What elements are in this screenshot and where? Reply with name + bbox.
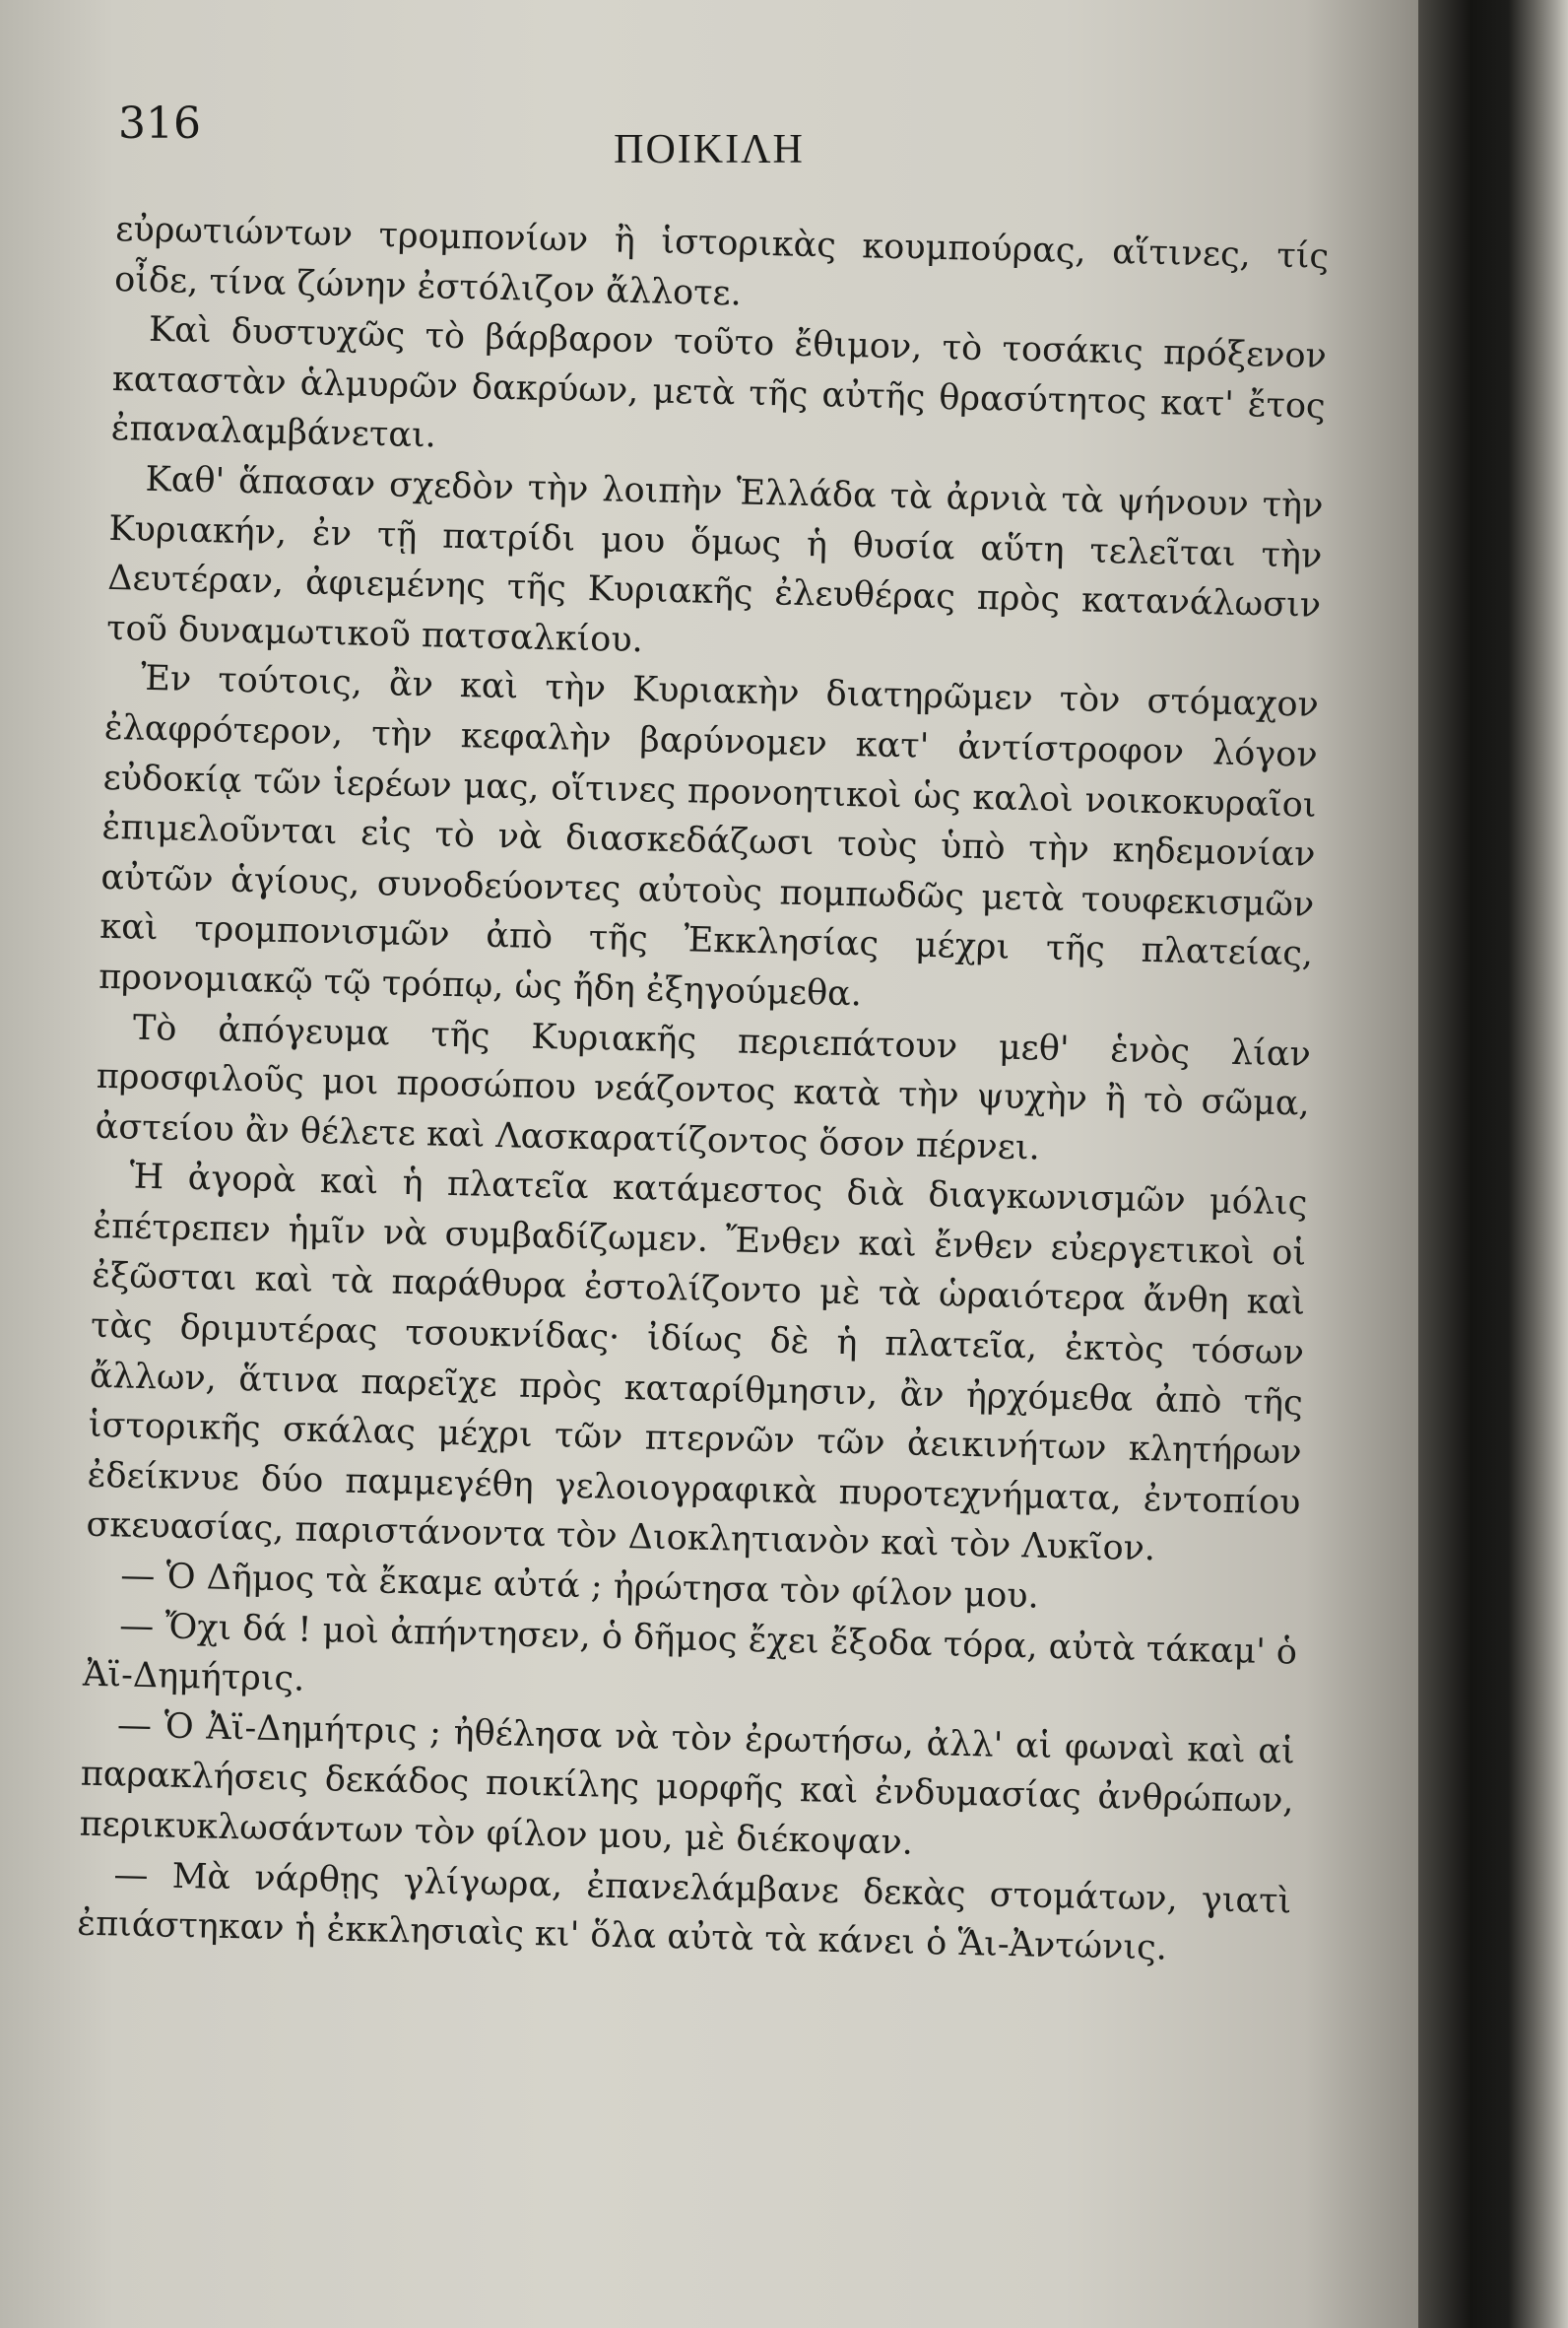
page-number: 316	[118, 99, 201, 149]
paragraph: εὐρωτιώντων τρομπονίων ἢ ἱστορικὰς κουμπούρας, αἵτινες, τίς οἶδε, τίνα ζώνην ἐστόλιζον ἄλλοτε.	[113, 209, 1330, 314]
dialogue-line: — Ὁ Ἀϊ-Δημήτρις ; ἠθέλησα νὰ τὸν ἐρωτήσω, ἀλλ' αἱ φωναὶ καὶ αἱ παρακλήσεις δεκάδος ποικίλης μορφῆς καὶ ἐνδυμασίας ἀνθρώπων, περικυκλωσάντων τὸν φίλον μου, μὲ διέκοψαν.	[79, 1705, 1296, 1863]
paragraph: Καὶ δυστυχῶς τὸ βάρβαρον τοῦτο ἔθιμον, τὸ τοσάκις πρόξενον καταστὰν ἁλμυρῶν δακρύων, μετὰ τῆς αὐτῆς θρασύτητος κατ' ἔτος ἐπαναλαμβάνεται.	[110, 309, 1328, 456]
paragraph: Ἡ ἀγορὰ καὶ ἡ πλατεῖα κατάμεστος διὰ διαγκωνισμῶν μόλις ἐπέτρεπεν ἡμῖν νὰ συμβαδίζωμεν. Ἔνθεν καὶ ἔνθεν εὐεργετικοὶ οἱ ἐξῶσται καὶ τὰ παράθυρα ἐστολίζοντο μὲ τὰ ὡραιότερα ἄνθη καὶ τὰς δριμυτέρας τσουκνίδας· ἰδίως δὲ ἡ πλατεῖα, ἐκτὸς τόσων ἄλλων, ἅτινα παρεῖχε πρὸς καταρίθμησιν, ἂν ἠρχόμεθα ἀπὸ τῆς ἱστορικῆς σκάλας μέχρι τῶν πτερνῶν τῶν ἀεικινήτων κλητήρων ἐδείκνυε δύο παμμεγέθη γελοιογραφικὰ πυροτεχνήματα, ἐντοπίου σκευασίας, παριστάνοντα τὸν Διοκλητιανὸν καὶ τὸν Λυκῖον.	[86, 1157, 1308, 1569]
running-head: ΠΟΙΚΙΛΗ	[614, 127, 805, 172]
paragraph: Καθ' ἅπασαν σχεδὸν τὴν λοιπὴν Ἑλλάδα τὰ ἀρνιὰ τὰ ψήνουν τὴν Κυριακήν, ἐν τῇ πατρίδι μου ὅμως ἡ θυσία αὕτη τελεῖται τὴν Δευτέραν, ἀφιεμένης τῆς Κυριακῆς ἐλευθέρας πρὸς κατανάλωσιν τοῦ δυναμωτικοῦ πατσαλκίου.	[105, 459, 1324, 660]
paragraph: Ἐν τούτοις, ἂν καὶ τὴν Κυριακὴν διατηρῶμεν τὸν στόμαχον ἐλαφρότερον, τὴν κεφαλὴν βαρύνομεν κατ' ἀντίστροφον λόγον εὐδοκίᾳ τῶν ἱερέων μας, οἵτινες προνοητικοὶ ὡς καλοὶ νοικοκυραῖοι ἐπιμελοῦνται εἰς τὸ νὰ διασκεδάζωσι τοὺς ὑπὸ τὴν κηδεμονίαν αὐτῶν ἁγίους, συνοδεύοντες αὐτοὺς πομπωδῶς μετὰ τουφεκισμῶν καὶ τρομπονισμῶν ἀπὸ τῆς Ἐκκλησίας μέχρι τῆς πλατείας, προνομιακῷ τῷ τρόπῳ, ὡς ἤδη ἐξηγούμεθα.	[98, 659, 1320, 1015]
dialogue-line: — Ὁ Δῆμος τὰ ἔκαμε αὐτά ; ἠρώτησα τὸν φίλον μου.	[119, 1556, 1040, 1617]
dialogue-line: — Ὄχι δά ! μοὶ ἀπήντησεν, ὁ δῆμος ἔχει ἔξοδα τόρα, αὐτὰ τάκαμ' ὁ Ἀϊ-Δημήτρις.	[82, 1606, 1298, 1699]
dialogue-line: — Μὰ νάρθῃς γλίγωρα, ἐπανελάμβανε δεκὰς στομάτων, γιατὶ ἐπιάστηκαν ἡ ἐκκλησιαὶς κι' ὅλα αὐτὰ τὰ κάνει ὁ Ἅι-Ἀντώνις.	[76, 1854, 1292, 1968]
book-gutter-shadow	[1418, 0, 1568, 2328]
paragraph: Τὸ ἀπόγευμα τῆς Κυριακῆς περιεπάτουν μεθ' ἑνὸς λίαν προσφιλοῦς μοι προσώπου νεάζοντος κατὰ τὴν ψυχὴν ἢ τὸ σῶμα, ἀστείου ἂν θέλετε καὶ Λασκαρατίζοντος ὅσον πέρνει.	[95, 1008, 1312, 1168]
body-text	[77, 205, 1330, 1976]
